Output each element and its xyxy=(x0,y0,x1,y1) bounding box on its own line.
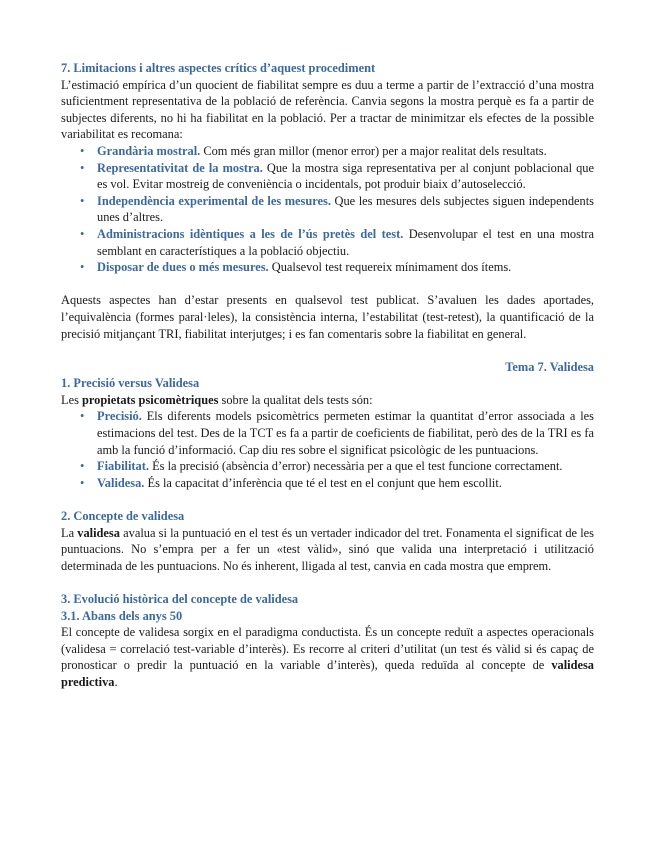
list-item-text: Com més gran millor (menor error) per a major realitat dels resultats. xyxy=(200,143,547,158)
section-1-list xyxy=(61,408,594,491)
list-item-term: Fiabilitat. xyxy=(97,459,149,474)
section-7-outro: Aquests aspectes han d’estar presents en qualsevol test publicat. S’avaluen les dades aportades, l’equivalència (formes paral·leles), la consistència interna, l’estabilitat (test-retest), la quantificació de la precisió mitjançant TRI, fiabilitat interjutges; i es fan comentaris sobre la fiabilitat en general. xyxy=(61,293,594,341)
bold-term: propietats psicomètriques xyxy=(82,392,219,407)
list-item-text: És la precisió (absència d’error) necessària per a que el test funcione correctament. xyxy=(148,459,563,474)
list-item-text: És la capacitat d’inferència que té el test en el conjunt que hem escollit. xyxy=(144,475,502,490)
list-item xyxy=(97,408,594,458)
list-item-text: Els diferents models psicomètrics permeten estimar la quantitat d’error associada a les estimacions del test. Des de la TCT es fa a partir de coeficients de fiabilitat, però des de la TRI es fa amb la funció d’informació. Cap diu res sobre el significat psicològic de les puntuacions. xyxy=(97,409,594,457)
list-item-term: Precisió. xyxy=(97,409,142,424)
list-item xyxy=(97,259,594,276)
section-2-heading: 2. Concepte de validesa xyxy=(61,509,185,524)
list-item xyxy=(97,475,594,492)
list-item xyxy=(97,226,594,259)
section-3-1-paragraph: El concepte de validesa sorgix en el paradigma conductista. És un concepte reduït a aspectes operacionals (validesa = correlació test-variable d’interès). Es recorre al criteri d’utilitat (un test és vàlid si és capaç de pronosticar o predir la puntuació en la variable d’interès), queda reduïda al concepte de validesa predictiva. xyxy=(61,625,594,689)
list-item xyxy=(97,193,594,226)
list-item-term: Validesa. xyxy=(97,475,145,490)
section-1-intro: Les propietats psicomètriques sobre la qualitat dels tests són: xyxy=(61,392,373,407)
list-item-text: Que les mesures dels subjectes siguen independents unes d’altres. xyxy=(97,193,594,225)
list-item-term: Grandària mostral. xyxy=(97,143,201,158)
list-item-text: Desenvolupar el test en una mostra semblant en característiques a la població objectiu. xyxy=(97,226,595,258)
section-1-heading: 1. Precisió versus Validesa xyxy=(61,376,200,391)
list-item-term: Disposar de dues o més mesures. xyxy=(97,260,269,275)
tema-heading: Tema 7. Validesa xyxy=(505,359,594,374)
list-item xyxy=(97,143,594,160)
list-item-text: Que la mostra siga representativa per al conjunt poblacional que es vol. Evitar mostreig de conveniència o incidentals, pot produir biaix d’autoselecció. xyxy=(97,160,594,192)
bold-term: validesa xyxy=(77,525,120,540)
list-item-term: Independència experimental de les mesures. xyxy=(97,193,331,208)
list-item-term: Representativitat de la mostra. xyxy=(97,160,263,175)
list-item xyxy=(97,458,594,475)
section-2-paragraph: La validesa avalua si la puntuació en el test és un vertader indicador del tret. Fonamenta el significat de les puntuacions. No s’empra per a fer un «test vàlid», sinó que valida una interpretació i utilització determinada de les puntuacions. No és inherent, lligada al test, canvia en cada mostra que emprem. xyxy=(61,525,594,573)
section-3-heading: 3. Evolució històrica del concepte de validesa xyxy=(61,592,299,606)
section-3-1-heading: 3.1. Abans dels anys 50 xyxy=(61,608,183,623)
section-7-heading: 7. Limitacions i altres aspectes crítics d’aquest procediment xyxy=(61,61,376,75)
list-item xyxy=(97,160,594,193)
bold-term: validesa predictiva xyxy=(61,658,594,689)
section-7-list xyxy=(61,143,594,276)
list-item-term: Administracions idèntiques a les de l’ús pretès del test. xyxy=(97,226,404,241)
list-item-text: Qualsevol test requereix mínimament dos ítems. xyxy=(268,260,512,275)
section-7-intro: L’estimació empírica d’un quocient de fiabilitat sempre es duu a terme a partir de l’extracció d’una mostra suficientment representativa de la població de referència. Canvia segons la mostra perquè es fa a partir de subjectes diferents, no hi ha fiabilitat en la població. Per a tractar de minimitzar els efectes de la possible variabilitat es recomana: xyxy=(61,77,594,142)
